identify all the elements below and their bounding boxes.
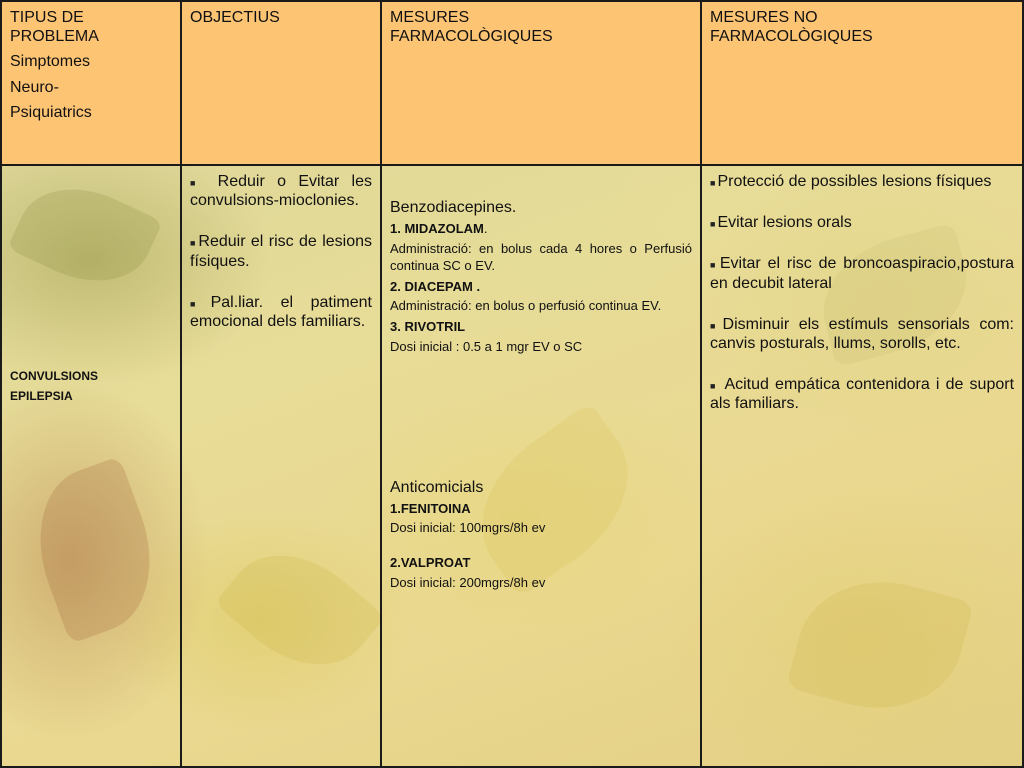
drug-name-text: 1. MIDAZOLAM bbox=[390, 221, 484, 237]
drug-name: 1.FENITOINA bbox=[390, 500, 471, 516]
objective-item bbox=[190, 293, 372, 331]
drug-name: 3. RIVOTRIL bbox=[390, 319, 466, 335]
measure-text: Acitud empática contenidora i de suport als familiars. bbox=[710, 376, 1015, 413]
bullet-icon: ■ bbox=[190, 238, 197, 249]
header-pharmacological bbox=[381, 1, 701, 165]
header-problem-line-1: TIPUS DE PROBLEMA bbox=[10, 9, 99, 46]
header-problem-type bbox=[1, 1, 181, 165]
header-problem-line-4: Psiquiatrics bbox=[10, 103, 92, 121]
objectives-cell bbox=[181, 165, 381, 767]
bullet-icon: ■ bbox=[190, 298, 209, 309]
objective-item bbox=[190, 232, 372, 270]
measure-text: Evitar el risc de broncoaspiracio,postura en decubit lateral bbox=[710, 255, 1015, 292]
measure-item bbox=[710, 375, 1014, 413]
measure-item bbox=[710, 213, 1014, 232]
diagnosis-line-2: EPILEPSIA bbox=[10, 389, 73, 404]
bullet-icon: ■ bbox=[190, 178, 204, 188]
header-pharm-line-1: MESURES bbox=[390, 9, 470, 26]
objective-text: Reduir o Evitar les convulsions-mioclonies. bbox=[190, 173, 373, 210]
non-pharmacological-cell bbox=[701, 165, 1023, 767]
pharmacological-cell bbox=[381, 165, 701, 767]
bullet-icon: ■ bbox=[710, 381, 718, 392]
drug-name-suffix: . bbox=[472, 278, 481, 294]
content-row bbox=[1, 165, 1023, 767]
header-nonpharm-line-2: FARMACOLÒGIQUES bbox=[710, 28, 873, 46]
objective-text: Pal.liar. el patiment emocional dels familiars. bbox=[190, 293, 372, 330]
drug-dose: Dosi inicial: 100mgrs/8h ev bbox=[390, 520, 546, 536]
spacer bbox=[390, 360, 692, 460]
drug-group-title: Anticomicials bbox=[390, 478, 484, 496]
measure-text: Protecció de possibles lesions físiques bbox=[717, 173, 992, 190]
diagnosis-cell bbox=[1, 165, 181, 767]
bullet-icon: ■ bbox=[710, 260, 718, 271]
measure-item bbox=[710, 315, 1014, 353]
header-objectives bbox=[181, 1, 381, 165]
drug-name: 2.VALPROAT bbox=[390, 555, 471, 571]
diagnosis-line-1: CONVULSIONS bbox=[10, 369, 99, 383]
measure-text: Disminuir els estímuls sensorials com: canvis posturals, llums, sorolls, etc. bbox=[710, 315, 1014, 352]
header-problem-line-2: Simptomes bbox=[10, 53, 91, 71]
header-non-pharmacological bbox=[701, 1, 1023, 165]
drug-dose: Administració: en bolus o perfusió continua EV. bbox=[390, 298, 662, 314]
objective-text: Reduir el risc de lesions físiques. bbox=[190, 233, 373, 270]
bullet-icon: ■ bbox=[710, 320, 721, 331]
drug-name-text: 2. DIACEPAM bbox=[390, 278, 473, 294]
measure-item bbox=[710, 172, 1014, 191]
drug-name-suffix: . bbox=[483, 221, 488, 237]
bullet-icon: ■ bbox=[710, 219, 716, 230]
objective-item bbox=[190, 172, 372, 210]
drug-group-title: Benzodiacepines. bbox=[390, 199, 517, 216]
drug-dose: Dosi inicial: 200mgrs/8h ev bbox=[390, 574, 546, 590]
bullet-icon: ■ bbox=[710, 178, 716, 188]
drug-name bbox=[390, 221, 692, 237]
header-row bbox=[1, 1, 1023, 165]
header-problem-line-3: Neuro- bbox=[10, 78, 59, 96]
drug-name bbox=[390, 279, 692, 295]
drug-dose: Administració: en bolus cada 4 hores o Perfusió continua SC o EV. bbox=[390, 240, 692, 273]
measure-text: Evitar lesions orals bbox=[717, 214, 852, 232]
header-nonpharm-line-1: MESURES NO bbox=[710, 9, 818, 26]
header-pharm-line-2: FARMACOLÒGIQUES bbox=[390, 28, 553, 46]
measure-item bbox=[710, 254, 1014, 292]
header-objectives-label: OBJECTIUS bbox=[190, 9, 280, 26]
drug-dose: Dosi inicial : 0.5 a 1 mgr EV o SC bbox=[390, 338, 583, 354]
